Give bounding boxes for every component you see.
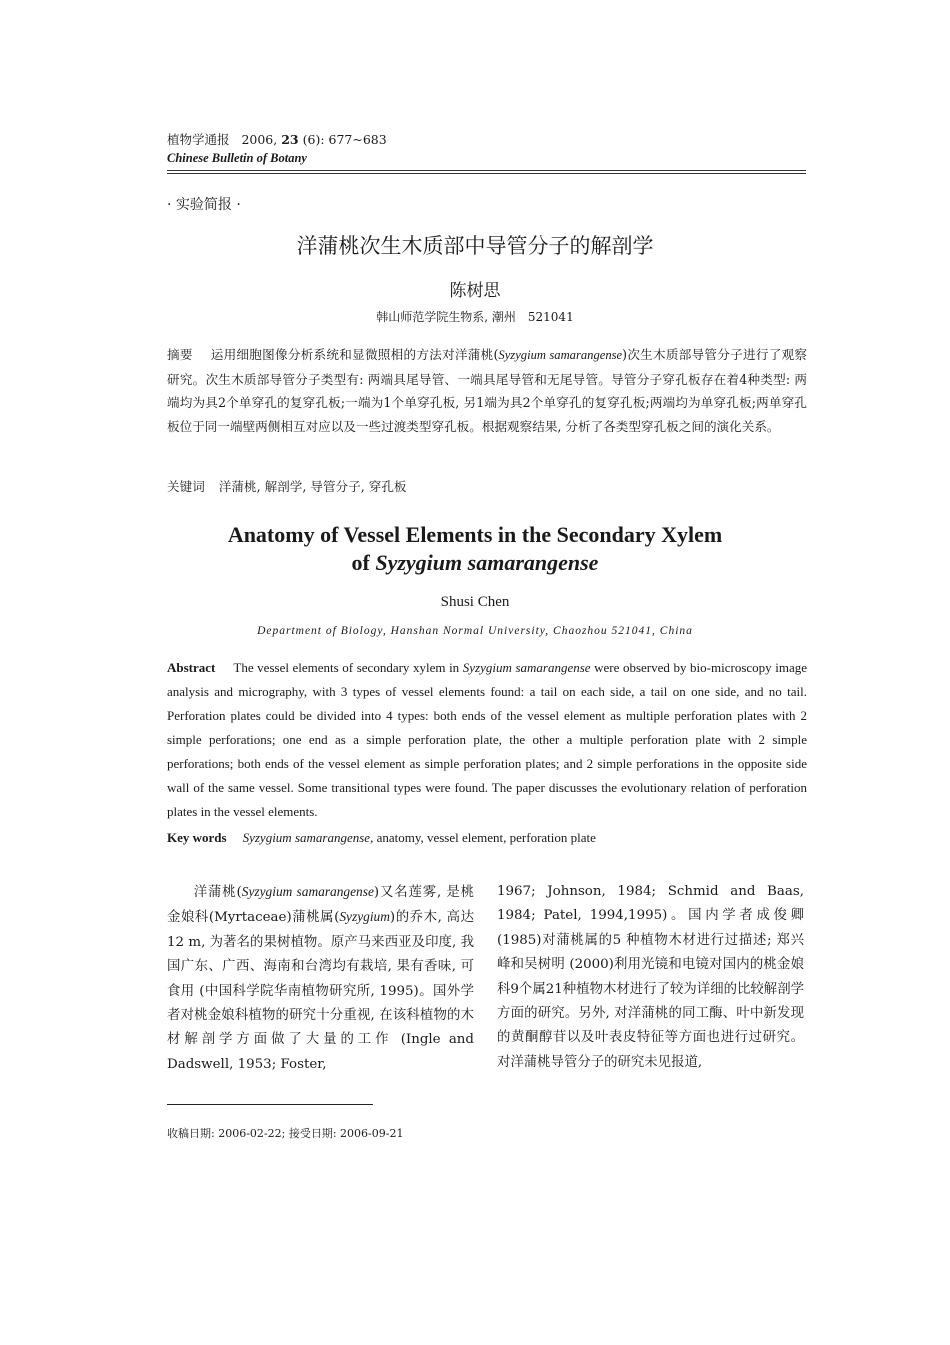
page-title-en xyxy=(0,521,950,577)
header-rule-bottom xyxy=(167,173,806,174)
body-left-i2: Syzygium xyxy=(339,909,390,925)
journal-volume: 23 xyxy=(281,132,299,147)
abstract-cn-text-1: 运用细胞图像分析系统和显微照相的方法对洋蒲桃( xyxy=(210,347,499,362)
abstract-cn-label: 摘要 xyxy=(167,347,193,362)
keywords-cn xyxy=(167,476,407,495)
section-label: · 实验简报 · xyxy=(167,197,241,213)
journal-name-cn: 植物学通报 xyxy=(167,132,230,147)
title-en-species: Syzygium samarangense xyxy=(375,550,599,575)
abstract-cn-species: Syzygium samarangense xyxy=(498,348,623,362)
abstract-cn-text-2: )次生木质部导管分子进行了观察研究。次生木质部导管分子类型有: 两端具尾导管、一端具尾导管和无尾导管。导管分子穿孔板存在着4种类型: 两端均为具2个单穿孔的复穿孔板;一端为1个单穿孔板, 另1端为具2个单穿孔的复穿孔板;两端均为单穿孔板;两单穿孔板位于同一端壁两侧相互对应以及一些过渡类型穿孔板。根据观察结果, 分析了各类型穿孔板之间的演化关系。 xyxy=(167,347,807,434)
body-column-right: 1967; Johnson, 1984; Schmid and Baas, 1984; Patel, 1994,1995)。国内学者成俊卿 (1985)对蒲桃属的5 种植物木材进行过描述; 郑兴峰和吴树明 (2000)利用光镜和电镜对国内的桃金娘科9个属21种植物木材进行了较为详细的比较解剖学方面的研究。另外, 对洋蒲桃的同工酶、叶中新发现的黄酮醇苷以及叶表皮特征等方面也进行过研究。对洋蒲桃导管分子的研究未见报道, xyxy=(497,884,804,1070)
title-en-line2 xyxy=(0,549,950,577)
footnote: 收稿日期: 2006-02-22; 接受日期: 2006-09-21 xyxy=(167,1127,404,1140)
journal-citation xyxy=(167,130,387,148)
keywords-en-label: Key words xyxy=(167,830,227,845)
keywords-en-rest: , anatomy, vessel element, perforation plate xyxy=(370,830,596,845)
journal-year: 2006, xyxy=(241,132,278,147)
footnote-rule xyxy=(167,1104,373,1105)
abstract-en-text-1: The vessel elements of secondary xylem in xyxy=(233,660,463,675)
title-en-line1: Anatomy of Vessel Elements in the Secondary Xylem xyxy=(227,522,723,547)
page-title-cn: 洋蒲桃次生木质部中导管分子的解剖学 xyxy=(296,234,654,258)
author-cn: 陈树思 xyxy=(449,281,501,301)
body-left-i1: Syzygium samarangense xyxy=(241,884,374,899)
keywords-en-species: Syzygium samarangense xyxy=(242,830,371,845)
header-rule-top xyxy=(167,170,806,171)
journal-name-en: Chinese Bulletin of Botany xyxy=(167,151,307,165)
affiliation-cn: 韩山师范学院生物系, 潮州 521041 xyxy=(376,310,574,324)
abstract-en xyxy=(167,656,807,824)
body-left-t1: 洋蒲桃( xyxy=(193,885,242,900)
body-column-left xyxy=(167,880,474,1077)
keywords-cn-label: 关键词 xyxy=(167,479,205,494)
keywords-en xyxy=(167,830,596,846)
body-left-t2: )又名莲雾, 是桃金娘科(Myrtaceae)蒲桃属( xyxy=(167,885,474,926)
title-en-prefix: of xyxy=(351,550,376,575)
affiliation-en: Department of Biology, Hanshan Normal University, Chaozhou 521041, China xyxy=(257,625,693,637)
journal-issue-pages: (6): 677~683 xyxy=(302,132,387,147)
body-left-t3: )的乔木, 高达 12 m, 为著名的果树植物。原产马来西亚及印度, 我国广东、广西、海南和台湾均有栽培, 果有香味, 可食用 (中国科学院华南植物研究所, 1995)。国外学者对桃金娘科植物的研究十分重视, 在该科植物的木材解剖学方面做了大量的工作 (Ingle and Dadswell, 1953; Foster, xyxy=(167,910,474,1072)
abstract-en-label: Abstract xyxy=(167,660,216,675)
abstract-en-text-2: were observed by bio-microscopy image analysis and micrography, with 3 types of vessel elements found: a tail on each side, a tail on one side, and no tail. Perforation plates could be divided into 4 types: both ends of the vessel element as multiple perforation plates with 2 simple perforations; one end as a simple perforation plate, the other a multiple perforation plate with 2 simple perforations; both ends of the vessel element as simple perforation plates; and 2 simple perforations in the opposite side wall of the same vessel. Some transitional types were found. The paper discusses the evolutionary relation of perforation plates in the vessel elements. xyxy=(167,660,807,819)
abstract-en-species: Syzygium samarangense xyxy=(462,660,591,675)
abstract-cn xyxy=(167,343,807,438)
author-en: Shusi Chen xyxy=(440,594,510,610)
keywords-cn-text: 洋蒲桃, 解剖学, 导管分子, 穿孔板 xyxy=(218,479,407,494)
